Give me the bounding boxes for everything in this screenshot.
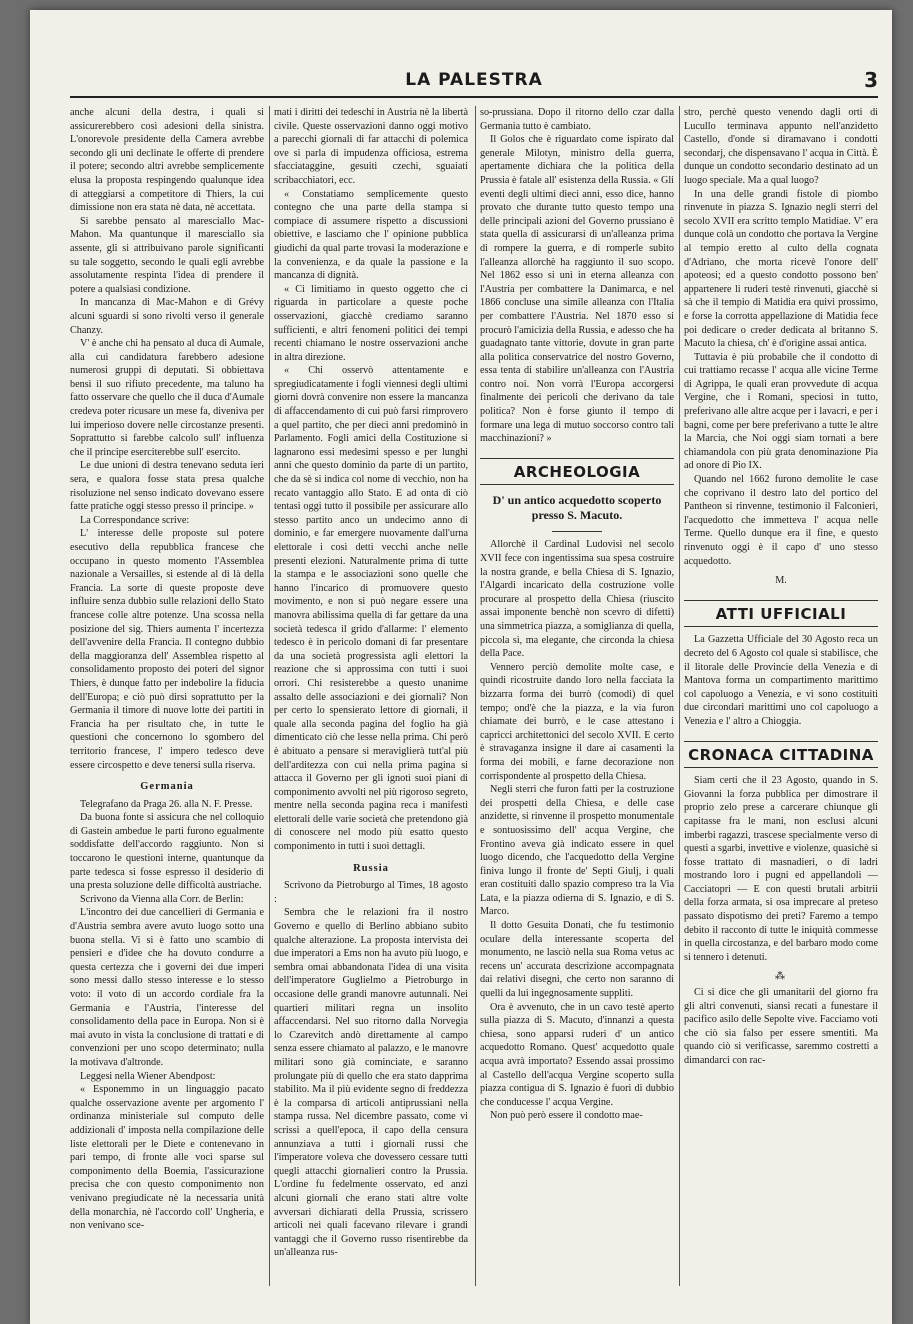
paragraph: Telegrafano da Praga 26. alla N. F. Presse. <box>80 798 253 810</box>
section-head-cronaca-cittadina: CRONACA CITTADINA <box>684 741 878 769</box>
paragraph: Ora è avvenuto, che in un cavo testè aperto sulla piazza di S. Macuto, d'innanzi a questa chiesa, sono apparsi ruderi d' un antico acquedotto Romano. Quest' acquedotto quale acqua avrà importato? Essendo assai prossimo al Castello dell'acqua Vergine scoperto sulla piazza contigua di S. Ignazio è fuori di dubbio che conducesse l' acqua Vergine. <box>480 1001 674 1108</box>
column-rule <box>679 106 680 1286</box>
paragraph: « Esponemmo in un linguaggio pacato qualche osservazione avente per argomento l' ordinanza ministeriale sul computo delle addizionali d' imposta nella compilazione delle liste elettorali per le Diete e contenevano in pari tempo, di fronte alle voci sparse sul componimento della Boemia, l'assicurazione precisa che con questo componimento non venivano pregiudicate nè la necessaria unità della monarchia, nè l'accordo coll' Ungheria, e non venivano sce- <box>70 1084 264 1232</box>
paragraph: Le due unioni di destra tenevano seduta ieri sera, e qualora fosse stata presa qualche risoluzione nel senso indicato dovevano essere fatte pratiche oggi stesso presso il principe. » <box>70 460 264 513</box>
text-columns <box>70 106 878 1286</box>
paragraph: Negli sterri che furon fatti per la costruzione dei prospetti della Chiesa, e delle case anzidette, si rinvenne il prospetto monumentale e sontuosissimo dell' acqua Vergine, che Frontino aveva già indicato essere in quel luogo dicendo, che l'acquedotto della Vergine finiva lungo il fronte de' Septi Giulj, i quali eran costituiti dallo spazio compreso tra la Via Lata, e la piazza odierna di S. Ignazio, e di S. Marco. <box>480 784 674 918</box>
paragraph: Siam certi che il 23 Agosto, quando in S. Giovanni la forza pubblica per dimostrare il proprio zelo prese a carcerare chiunque gli capitasse fra le mani, non esclusi alcuni imberbi ragazzi, trascese specialmente verso di questi a sgarbi, invettive e violenze, quasichè si fosse trattato di masnadieri, o di ladri mostrando loro i pugni ed appellandoli — Cacciatopri — E con questi brutali arbitrii della forza armata, si osa imprecare al preteso passato dispotismo dei preti? Faremo a tempo debito il racconto di tutte le iniquità commesse in quella circostanza, e del barbaro modo come si tennero i detenuti. <box>684 775 878 963</box>
paragraph: so-prussiana. Dopo il ritorno dello czar dalla Germania tutto è cambiato. <box>480 107 674 132</box>
paragraph: « Ci limitiamo in questo oggetto che ci riguarda in particolare a queste poche osservazioni, giacchè crediamo saranno sufficienti, e altri fenomeni politici dei tempi recenti chiamano le nostre osservazioni anche in altra direzione. <box>274 283 468 363</box>
paragraph: Scrivono da Pietroburgo al Times, 18 agosto : <box>274 880 468 905</box>
paragraph: « Constatiamo semplicemente questo contegno che una parte della stampa si compiace di assumere rispetto a discussioni obiettive, e lasciamo che l' opinione pubblica giudichi da qual parte trovasi la moderazione e la convenienza, e da quale la passione e la mancanza di dignità. <box>274 188 468 282</box>
paragraph: Non può però essere il condotto mae- <box>490 1110 643 1122</box>
masthead: LA PALESTRA <box>405 70 543 90</box>
paragraph: Allorchè il Cardinal Ludovisi nel secolo XVII fece con ingentissima sua spesa costruire la nostra grande, e bella Chiesa di S. Ignazio, l'Algardi incaricato della costruzione volle procurare al prospetto della Chiesa (riuscito assai imponente benchè non scevro di difetti) una simmetrica piazza, a somiglianza di quella, piccola sì, ma elegante, che circonda la chiesa della Pace. <box>480 539 674 660</box>
paragraph: Da buona fonte si assicura che nel colloquio di Gastein ambedue le parti furono egualmente soddisfatte dell'accordo raggiunto. Non si toccarono le questioni interne, quantunque da parte tedesca si fosse espresso il desiderio di una presta soluzione delle difficoltà austriache. <box>70 812 264 892</box>
paragraph: Vennero perciò demolite molte case, e quindi ricostruite dando loro nella facciata la bizzarra forma dei burrò (comodi) di quel tempo; ond'è che la piazza, e la via furon chiamate dei burrò, e le case attestano i capricci architettonici del secolo XVII. E certo è stravaganza insigne il dare ai casamenti la forma dei mobili, e farne decorazione non corrispondente al prospetto della Chiesa. <box>480 661 674 782</box>
page-number: 3 <box>864 68 878 92</box>
paragraph: V' è anche chi ha pensato al duca di Aumale, alla cui candidatura farebbero adesione numerosi gruppi di deputati. Si obbiettava bensì il suo rifiuto precedente, ma taluno ha fatto osservare che quello che il duca d'Aumale credeva poter ricusare un mese fa, diveniva per lui imperioso dovere nelle circostanze presenti. Soprattutto si farebbe calcolo sull' influenza che il principe eserciterebbe sull' esercito. <box>70 338 264 458</box>
paragraph: Tuttavia è più probabile che il condotto di cui trattiamo recasse l' acqua alle vicine Terme di Agrippa, le quali eran provvedute di acqua Vergine, che i Romani, speciosi in tutto, preferivano alle altre acque per i lavacri, e per i bagni, come per bere preferivano a tutte le altre la Marcia, che Noi oggi siam tornati a bere chiamandola con più grata denominazione Pia ad onore di Pio IX. <box>684 351 878 472</box>
paragraph: Sembra che le relazioni fra il nostro Governo e quello di Berlino abbiano subito qualche alterazione. La proposta intervista dei due imperatori a Ems non ha avuto più luogo, e sembra omai abbandonata l'idea di una visita dell'imperatore Guglielmo a Pietroburgo in occasione delle grandi manovre autunnali. Nei quartieri militari regna un insolito affaccendarsi. Nel suo ritorno dalla Norvegia lo Czarevitch andò direttamente al campo senza essere chiamato al palazzo, e le manovre militari sono già cominciate, e saranno prolungate più di quello che era stato dapprima stabilito. Ma il più evidente segno di freddezza è la comparsa di articoli antiprussiani nella stampa russa. Nel dicembre passato, come vi scrissi a quell'epoca, il capo della censura annunziava a tutti i giornali russi che l'imperatore voleva che dovessero cessare tutti quegli attacchi giornalieri contro la Prussia. L'ordine fu fedelmente osservato, ed anzi alcuni giornali che erano stati altre volte avversari dichiarati della Prussia, scrissero articoli nei quali facevano rilevare i grandi vantaggi che il Governo russo risentirebbe da un'alleanza rus- <box>274 907 468 1259</box>
column-3 <box>480 106 674 1286</box>
divider <box>552 531 602 532</box>
column-rule <box>475 106 476 1286</box>
paragraph: Si sarebbe pensato al maresciallo Mac-Mahon. Ma quantunque il maresciallo sia assente, gli si attribuivano parole significanti su tale soggetto, secondo le quali egli avrebbe assolutamente respinta l'idea di prendere il potere a qualsiasi condizione. <box>70 215 264 295</box>
paragraph: Ci si dice che gli umanitarii del giorno fra gli altri convenuti, siansi recati a funestare il pacifico asilo delle Sepolte vive. Facciamo voti che ciò sia falso per essere smentiti. Ma quando ciò si verificasse, saremmo costretti a dimandarci con rac- <box>684 987 878 1066</box>
paragraph: La Gazzetta Ufficiale del 30 Agosto reca un decreto del 6 Agosto col quale si stabilisce, che il litorale delle Provincie della Venezia e di Mantova forma un compartimento marittimo col capoluogo a Venezia, e vi sono costituiti due circondari marittimi uno col capoluogo a Venezia e l' altro a Chioggia. <box>684 634 878 727</box>
running-head <box>70 68 878 98</box>
article-title: D' un antico acquedotto scoperto presso S. Macuto. <box>492 493 662 523</box>
subhead-germania: Germania <box>140 781 194 793</box>
paragraph: stro, perchè questo venendo dagli orti di Lucullo terminava appunto nell'anzidetto Castello, d'onde si diramavano i condotti secondarj, che dispensavano l' acqua in Città. È dunque un condotto secondario destinato ad un luogo speciale. Ma a qual luogo? <box>684 107 878 186</box>
paragraph: Il dotto Gesuita Donati, che fu testimonio oculare della interessante scoperta del monumento, ne lasciò nella sua Roma vetus ac recens un' accurata descrizione accompagnata dai relativi disegni, che certo non saranno di quelli da lui ingegnosamente suppliti. <box>480 920 674 1000</box>
column-4 <box>684 106 878 1286</box>
paragraph: L'incontro dei due cancellieri di Germania e d'Austria sembra avere avuto luogo sotto una buona stella. Vi si è fatto uno scambio di pensieri e d'idee che ha dovuto condurre a questa certezza che i governi dei due imperi sono messi dallo stesso interesse e lo stesso voto: il voto di un accordo cordiale fra la Germania e l'Austria, l'interesse del consolidamento della pace in Europa. Non si è mai avuto in vista la conclusione di trattati e di convenzioni per uno scopo determinato; nulla la motivava d'altronde. <box>70 907 264 1068</box>
asterism: ⁂ <box>774 971 788 983</box>
paragraph: Leggesi nella Wiener Abendpost: <box>80 1070 216 1082</box>
paragraph: Il Golos che è riguardato come ispirato dal generale Milotyn, ministro della guerra, apertamente dichiara che la politica della Prussia è fatale all' esistenza della Russia. « Gli eventi degli ultimi dieci anni, esso dice, hanno provato che durante tutto questo tempo una delle principali azioni del Governo prussiano è stata quella di assicurarsi di un'alleanza prima di rompere la guerra, e di romperle subito l'alleanza allorchè ha raggiunto il suo scopo. Nel 1862 esso si unì in eterna alleanza con l'Austria per combattere la Danimarca, e nel 1866 concluse una simile alleanza con l'Italia per combattere l'Austria. Nel 1870 esso si procurò l'amicizia della Russia, e adesso che ha guadagnato tante vittorie, dovute in gran parte alla politica conservatrice del nostro Governo, essa tenta di stabilire un'alleanza con l'Austria contro noi. Non vorrà l'Europa accorgersi finalmente dei pericoli che derivano da tale politica? Non è forse giunto il tempo di formare una lega di mutuo soccorso contro tali macchinazioni? » <box>480 134 674 445</box>
paragraph: « Chi osservò attentamente e spregiudicatamente i fogli viennesi degli ultimi giorni dovrà convenire non essere la mancanza di affaccendamento di cui può farsi rimprovero a quel partito, che per dieci anni predominò in Parlamento. Fogli amici della Costituzione si lagnarono essi medesimi spesso e per lunghi anni che questo dominio da parte di un partito, che da sè si indica col nome di vecchio, non ha recato vantaggio allo Stato. E ad onta di ciò tentasi oggi tutto il possibile per assicurare allo stesso partito anco un undecimo anno di dominio, e far emergere nuovamente dall'urna elettorale i così detti vecchi anche nelle presenti elezioni. Naturalmente prima di tutte la stampa e le associazioni sono quelle che hanno l'incarico di promuovere questo movimento, e non si può negare essere una manovra abilissima quella di far gettare da una società tedesca il grido d'allarme: l' elemento tedesco è in pericolo domani di far presentare da una società progressista agli elettori la reazione che si approssima con tutti i suoi orrori. Chi resisterebbe a questo unanime assalto delle associazioni e dei giornali? Non per certo lo spensierato lettore di giornali, il quale alla seconda pagina del foglio ha già dimenticato ciò che lesse nella prima. Chi però è abituato a pensare si meraviglierà tutt'al più dell'arditezza con cui nella prima pagina si attacca il Governo per gli ignoti suoi piani di componimento avvolti nel più rigoroso segreto, mentre nella seconda pagina reca i manifesti elettorali delle varie società che pretendono già di conoscere nel modo più esatto questo componimento in tutti i suoi dettagli. <box>274 365 468 853</box>
newspaper-page <box>30 10 892 1324</box>
paragraph: anche alcuni della destra, i quali si assicurerebbero così adesioni della sinistra. L'onorevole presidente della Camera avrebbe secondo gli uni declinate le offerte di prendere il potere; secondo altri avrebbe semplicemente elusa la proposta respingendo qualunque idea di atteggiarsi a competitore di Thiers, la cui dimissione non era stata nè data, nè accettata. <box>70 107 264 214</box>
paragraph: La Correspondance scrive: <box>80 514 190 526</box>
column-2 <box>274 106 468 1286</box>
column-1 <box>70 106 264 1286</box>
paragraph: Scrivono da Vienna alla Corr. de Berlin: <box>80 893 244 905</box>
column-rule <box>269 106 270 1286</box>
paragraph: Quando nel 1662 furono demolite le case che coprivano il destro lato del portico del Pantheon si rinvenne, testimonio il Falconieri, l'acquedotto che immetteva l' acqua nelle Terme. Quello dunque era il fine, e questo rinvenuto oggi è il capo d' uno stesso acquedotto. <box>684 474 878 567</box>
signature: M. <box>775 575 787 587</box>
paragraph: L' interesse delle proposte sul potere esecutivo della repubblica francese che occupano in questo momento l'Assemblea nazionale a Versailles, si estende al di là della Francia. La sorte di queste proposte deve influire senza dubbio sulle relazioni dello Stato francese colle altre potenze. Una scossa nella posizione del sig. Thiers aumenta l' incertezza dell'avvenire della Francia. Il contegno dubbio della maggioranza dell' Assemblea rispetto al consolidamento proposto dei poteri del signor Thiers, è dunque fatto per indebolire la fiducia dell'Europa; e ciò può dirsi soprattutto per la Germania il timore di nuove lotte dei partiti in Francia ha per risultato che, in tutte le questioni che concernono lo sgombero del territorio francese, l' impero tedesco deve essere circospetto e deve tenersi sulla riserva. <box>70 528 264 771</box>
section-head-atti-ufficiali: ATTI UFFICIALI <box>684 600 878 628</box>
subhead-russia: Russia <box>353 862 389 874</box>
paragraph: In mancanza di Mac-Mahon e di Grévy alcuni sguardi si sono rivolti verso il generale Chanzy. <box>70 297 264 336</box>
section-head-archeologia: ARCHEOLOGIA <box>480 458 674 486</box>
paragraph: In una delle grandi fistole di piombo rinvenute in piazza S. Ignazio negli sterri del secolo XVII era scritto templo Matidiae. V' era dunque colà un condotto che portava la Vergine al tempio eretto al culto della cognata d'Adriano, che morta ricevè l'onore dell' apoteosi; ed a questo condotto possono ben' appartenere li ruderi testè rinvenuti, giacchè si sà che il tempio di Matidia era quivi prossimo, e forse la corrotta appellazione di Matidia fece poi dedicare o creder dedicata al britanno S. Macuto la chiesa, ch' è d'origine assai antica. <box>684 188 878 350</box>
paragraph: mati i diritti dei tedeschi in Austria nè la libertà civile. Queste osservazioni danno oggi motivo a parecchi giornali di far attacchi di polemica ove si parla di impudenza officiosa, estrema sfacciataggine, gesuiti czechi, sguaiati scribacchiatori, ecc. <box>274 107 468 186</box>
